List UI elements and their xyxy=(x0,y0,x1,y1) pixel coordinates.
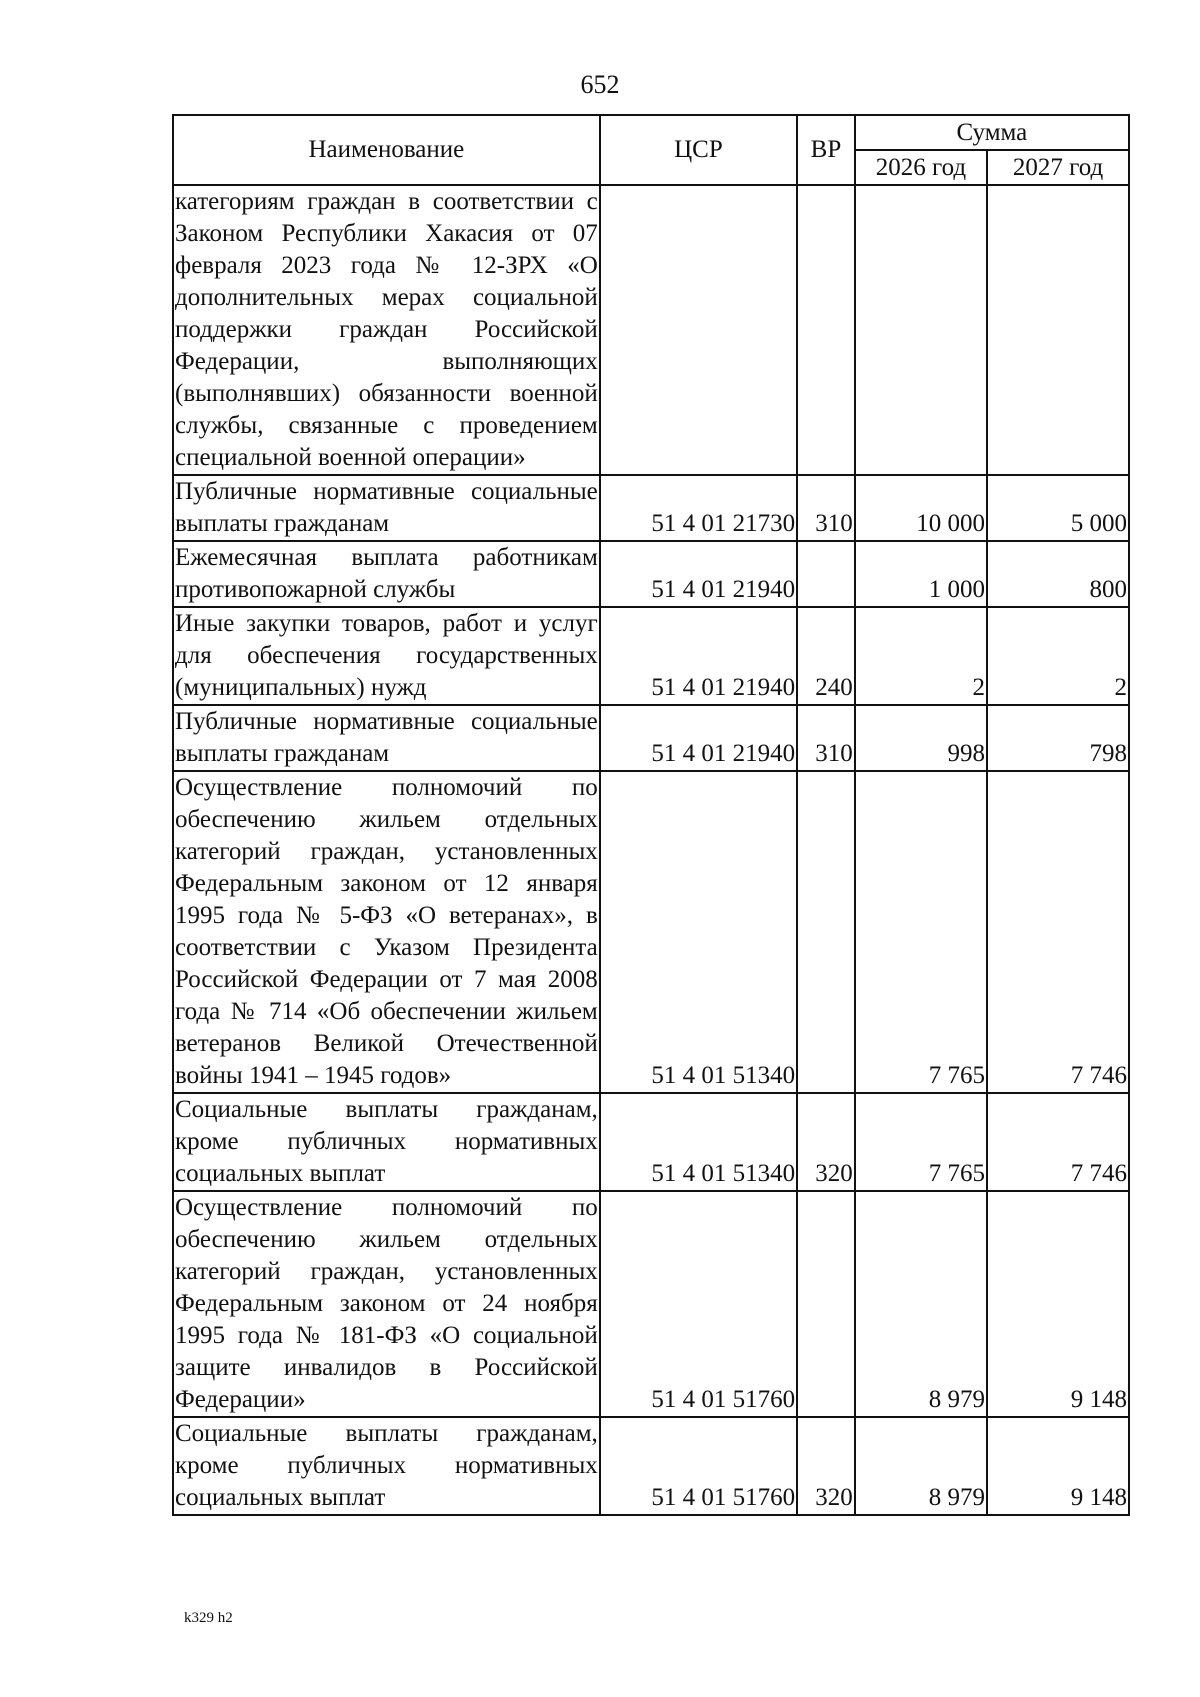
row-sum-2026: 8 979 xyxy=(855,1191,987,1417)
row-sum-2026 xyxy=(855,185,987,475)
table-row xyxy=(173,1417,1129,1515)
header-csr: ЦСР xyxy=(600,115,797,185)
row-name: Иные закупки товаров, работ и услуг для обеспечения государственных (муниципальных) нужд xyxy=(173,607,600,705)
row-csr: 51 4 01 21940 xyxy=(600,541,797,607)
table-row xyxy=(173,1191,1129,1417)
table-row xyxy=(173,541,1129,607)
table-header xyxy=(173,115,1129,185)
row-sum-2027: 9 148 xyxy=(987,1417,1129,1515)
row-csr: 51 4 01 21730 xyxy=(600,475,797,541)
row-csr: 51 4 01 21940 xyxy=(600,607,797,705)
row-name: Осуществление полномочий по обеспечению жильем отдельных категорий граждан, установленных Федеральным законом от 12 января 1995 года № 5-ФЗ «О ветеранах», в соответствии с Указом Президента Российской Федерации от 7 мая 2008 года № 714 «Об обеспечении жильем ветеранов Великой Отечественной войны 1941 – 1945 годов» xyxy=(173,771,600,1093)
row-csr: 51 4 01 51340 xyxy=(600,771,797,1093)
row-vr xyxy=(797,771,855,1093)
row-name: Публичные нормативные социальные выплаты гражданам xyxy=(173,475,600,541)
row-sum-2026: 7 765 xyxy=(855,1093,987,1191)
header-vr: ВР xyxy=(797,115,855,185)
table-row xyxy=(173,185,1129,475)
row-sum-2027: 7 746 xyxy=(987,1093,1129,1191)
row-sum-2026: 10 000 xyxy=(855,475,987,541)
row-sum-2026: 1 000 xyxy=(855,541,987,607)
row-sum-2027: 2 xyxy=(987,607,1129,705)
row-vr: 310 xyxy=(797,705,855,771)
row-name: категориям граждан в соответствии с Законом Республики Хакасия от 07 февраля 2023 года № 12-ЗРХ «О дополнительных мерах социальной поддержки граждан Российской Федерации, выполняющих (выполнявших) обязанности военной службы, связанные с проведением специальной военной операции» xyxy=(173,185,600,475)
row-csr xyxy=(600,185,797,475)
row-sum-2026: 2 xyxy=(855,607,987,705)
row-vr: 240 xyxy=(797,607,855,705)
row-vr: 320 xyxy=(797,1417,855,1515)
table-row xyxy=(173,1093,1129,1191)
row-sum-2027: 5 000 xyxy=(987,475,1129,541)
row-sum-2026: 998 xyxy=(855,705,987,771)
row-name: Социальные выплаты гражданам, кроме публичных нормативных социальных выплат xyxy=(173,1417,600,1515)
row-sum-2027 xyxy=(987,185,1129,475)
row-sum-2027: 9 148 xyxy=(987,1191,1129,1417)
row-csr: 51 4 01 51340 xyxy=(600,1093,797,1191)
row-csr: 51 4 01 21940 xyxy=(600,705,797,771)
row-name: Социальные выплаты гражданам, кроме публичных нормативных социальных выплат xyxy=(173,1093,600,1191)
row-sum-2027: 800 xyxy=(987,541,1129,607)
row-sum-2027: 798 xyxy=(987,705,1129,771)
row-name: Публичные нормативные социальные выплаты гражданам xyxy=(173,705,600,771)
table-row xyxy=(173,771,1129,1093)
budget-table xyxy=(172,114,1130,1516)
header-year-2026: 2026 год xyxy=(855,150,987,185)
row-vr: 310 xyxy=(797,475,855,541)
row-vr xyxy=(797,541,855,607)
row-csr: 51 4 01 51760 xyxy=(600,1191,797,1417)
row-name: Ежемесячная выплата работникам противопожарной службы xyxy=(173,541,600,607)
row-sum-2026: 7 765 xyxy=(855,771,987,1093)
header-sum: Сумма xyxy=(855,115,1129,150)
header-name: Наименование xyxy=(173,115,600,185)
row-csr: 51 4 01 51760 xyxy=(600,1417,797,1515)
header-year-2027: 2027 год xyxy=(987,150,1129,185)
row-sum-2027: 7 746 xyxy=(987,771,1129,1093)
footer-code: k329 h2 xyxy=(184,1610,233,1626)
row-vr xyxy=(797,1191,855,1417)
row-sum-2026: 8 979 xyxy=(855,1417,987,1515)
table-body xyxy=(173,185,1129,1515)
table-row xyxy=(173,475,1129,541)
row-name: Осуществление полномочий по обеспечению жильем отдельных категорий граждан, установленных Федеральным законом от 24 ноября 1995 года № 181-ФЗ «О социальной защите инвалидов в Российской Федерации» xyxy=(173,1191,600,1417)
page-number: 652 xyxy=(580,70,620,99)
row-vr: 320 xyxy=(797,1093,855,1191)
row-vr xyxy=(797,185,855,475)
table-row xyxy=(173,607,1129,705)
table-row xyxy=(173,705,1129,771)
